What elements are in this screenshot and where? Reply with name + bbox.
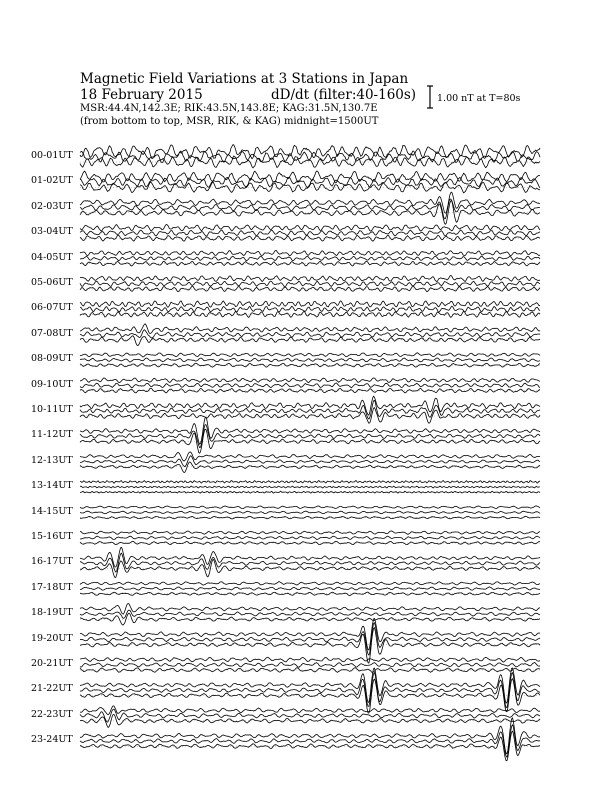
trace-RIK-23-24UT [80, 725, 540, 758]
row-13-14UT [80, 481, 540, 494]
row-02-03UT [80, 192, 540, 224]
chart-title: Magnetic Field Variations at 3 Stations in Japan [80, 71, 409, 87]
trace-RIK-11-12UT [80, 425, 540, 448]
trace-RIK-09-10UT [80, 383, 540, 388]
trace-KAG-03-04UT [80, 224, 540, 231]
trace-RIK-19-20UT [80, 623, 540, 656]
trace-RIK-13-14UT [80, 486, 540, 488]
trace-MSR-14-15UT [80, 516, 540, 519]
row-19-20UT [80, 618, 540, 663]
row-03-04UT [80, 224, 540, 241]
trace-KAG-17-18UT [80, 582, 540, 585]
trace-MSR-12-13UT [80, 462, 540, 473]
trace-KAG-02-03UT [80, 192, 540, 213]
hour-label-11-12UT: 11-12UT [31, 429, 73, 441]
scale-bar-label: 1.00 nT at T=80s [437, 93, 521, 104]
trace-RIK-20-21UT [80, 663, 540, 668]
hour-label-08-09UT: 08-09UT [31, 353, 73, 365]
row-22-23UT [80, 706, 540, 728]
trace-RIK-06-07UT [80, 306, 540, 312]
row-00-01UT [80, 145, 540, 168]
scale-bar [427, 86, 433, 108]
row-04-05UT [80, 250, 540, 266]
row-21-22UT [80, 668, 540, 713]
hour-label-13-14UT: 13-14UT [31, 480, 73, 492]
trace-KAG-08-09UT [80, 353, 540, 357]
trace-KAG-23-24UT [80, 718, 540, 754]
trace-RIK-16-17UT [80, 553, 540, 572]
hour-label-15-16UT: 15-16UT [31, 531, 73, 542]
trace-MSR-20-21UT [80, 668, 540, 673]
trace-RIK-00-01UT [80, 151, 540, 163]
row-16-17UT [80, 547, 540, 577]
row-06-07UT [80, 301, 540, 318]
trace-KAG-01-02UT [80, 171, 540, 183]
station-order-note: (from bottom to top, MSR, RIK, & KAG) midnight=1500UT [80, 116, 379, 127]
trace-KAG-04-05UT [80, 250, 540, 256]
hour-label-04-05UT: 04-05UT [31, 251, 73, 263]
trace-RIK-08-09UT [80, 358, 540, 362]
trace-MSR-16-17UT [80, 559, 540, 577]
trace-KAG-14-15UT [80, 506, 540, 509]
trace-KAG-00-01UT [80, 145, 540, 159]
trace-KAG-22-23UT [80, 706, 540, 715]
row-12-13UT [80, 452, 540, 473]
hour-label-01-02UT: 01-02UT [31, 175, 73, 187]
trace-KAG-15-16UT [80, 531, 540, 534]
row-07-08UT [80, 324, 540, 346]
trace-RIK-14-15UT [80, 511, 540, 514]
trace-RIK-18-19UT [80, 610, 540, 618]
hour-label-14-15UT: 14-15UT [31, 505, 73, 517]
row-10-11UT [80, 396, 540, 423]
hour-label-20-21UT: 20-21UT [31, 658, 73, 669]
hour-label-07-08UT: 07-08UT [31, 327, 73, 339]
trace-RIK-17-18UT [80, 587, 540, 590]
station-coordinates: MSR:44.4N,142.3E; RIK:43.5N,143.8E; KAG:31.5N,130.7E [80, 103, 378, 114]
row-09-10UT [80, 378, 540, 393]
trace-RIK-02-03UT [80, 199, 540, 219]
trace-RIK-15-16UT [80, 536, 540, 539]
hour-label-23-24UT: 23-24UT [31, 734, 73, 746]
hour-label-06-07UT: 06-07UT [31, 302, 73, 314]
row-08-09UT [80, 353, 540, 367]
trace-KAG-09-10UT [80, 378, 540, 383]
hour-label-03-04UT: 03-04UT [31, 226, 73, 238]
trace-MSR-07-08UT [80, 336, 540, 346]
trace-KAG-06-07UT [80, 301, 540, 307]
trace-KAG-12-13UT [80, 452, 540, 461]
trace-KAG-05-06UT [80, 275, 540, 281]
hour-label-16-17UT: 16-17UT [31, 556, 73, 568]
trace-KAG-21-22UT [80, 668, 540, 703]
row-23-24UT [80, 718, 540, 761]
row-15-16UT [80, 531, 540, 545]
row-01-02UT [80, 171, 540, 193]
row-17-18UT [80, 582, 540, 596]
trace-KAG-19-20UT [80, 618, 540, 650]
hour-label-18-19UT: 18-19UT [31, 607, 73, 619]
hour-label-19-20UT: 19-20UT [31, 632, 73, 644]
trace-KAG-20-21UT [80, 657, 540, 662]
trace-KAG-13-14UT [80, 481, 540, 484]
trace-KAG-11-12UT [80, 417, 540, 444]
trace-RIK-05-06UT [80, 281, 540, 287]
hour-label-12-13UT: 12-13UT [31, 454, 73, 466]
hour-label-02-03UT: 02-03UT [31, 200, 73, 212]
hour-label-17-18UT: 17-18UT [31, 581, 73, 593]
row-18-19UT [80, 604, 540, 625]
row-14-15UT [80, 506, 540, 519]
trace-KAG-10-11UT [80, 396, 540, 415]
trace-rows [80, 145, 540, 761]
hour-label-00-01UT: 00-01UT [31, 150, 73, 161]
chart-quantity-filter: dD/dt (filter:40-160s) [271, 87, 417, 103]
hour-label-09-10UT: 09-10UT [31, 378, 73, 390]
chart-date: 18 February 2015 [80, 87, 203, 103]
hour-label-21-22UT: 21-22UT [31, 683, 73, 695]
trace-RIK-04-05UT [80, 256, 540, 260]
trace-KAG-07-08UT [80, 324, 540, 334]
row-05-06UT [80, 275, 540, 291]
row-11-12UT [80, 417, 540, 453]
trace-MSR-21-22UT [80, 679, 540, 714]
trace-RIK-21-22UT [80, 672, 540, 707]
row-20-21UT [80, 657, 540, 672]
trace-MSR-06-07UT [80, 311, 540, 317]
hour-label-05-06UT: 05-06UT [31, 277, 73, 288]
trace-KAG-18-19UT [80, 604, 540, 615]
hour-label-22-23UT: 22-23UT [31, 708, 73, 720]
hour-label-10-11UT: 10-11UT [31, 404, 73, 415]
